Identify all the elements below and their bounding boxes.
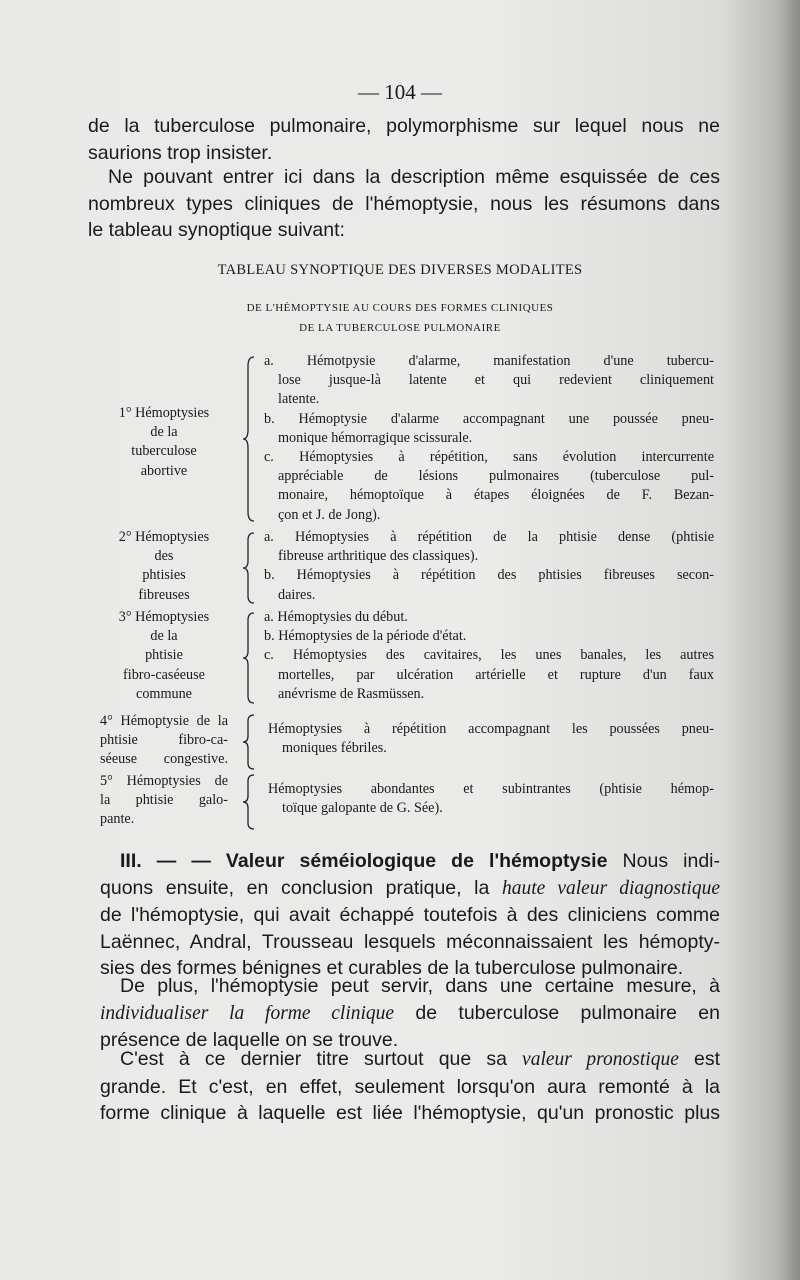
text-line: grande. Et c'est, en effet, seulement lorsqu'on aura remonté à la [100, 1075, 720, 1098]
table-title: TABLEAU SYNOPTIQUE DES DIVERSES MODALITES [217, 262, 583, 278]
row-category [100, 712, 228, 770]
intro-paragraph-1 [88, 113, 720, 166]
category-line: de la [150, 628, 178, 645]
detail-line: toïque galopante de G. Sée). [282, 800, 443, 817]
category-line: fibreuses [138, 586, 190, 603]
category-line: abortive [140, 462, 188, 479]
category-line: phtisie [145, 647, 183, 664]
detail-line: appréciable de lésions pulmonaires (tuberculose pul- [278, 468, 714, 485]
category-line: 2° Hémoptysies [118, 529, 210, 545]
category-line: 3° Hémoptysies [118, 609, 210, 625]
category-line: 4° Hémoptysie de la [100, 713, 228, 729]
emphasis: individualiser la forme clinique [100, 1002, 395, 1024]
detail-line: Hémoptysies abondantes et subintrantes (phtisie hémop- [268, 781, 714, 797]
text-span: Nous indi- [622, 850, 721, 872]
left-brace [242, 356, 256, 522]
detail-line: b. Hémoptysie d'alarme accompagnant une poussée pneu- [264, 410, 714, 427]
text-line: présence de laquelle on se trouve. [100, 1029, 399, 1051]
detail-line: daires. [278, 586, 316, 603]
detail-line: a. Hémoptysies à répétition de la phtisie dense (phtisie [264, 529, 714, 545]
text-line: De plus, l'hémoptysie peut servir, dans une certaine mesure, à [120, 975, 720, 997]
text-span: est [693, 1048, 720, 1070]
text-line: sies des formes bénignes et curables de la tuberculose pulmonaire. [100, 957, 684, 979]
table-row [100, 608, 714, 708]
table-subtitle: DE L'HÉMOPTYSIE AU COURS DES FORMES CLINIQUES [246, 302, 554, 314]
text-span: quons ensuite, en conclusion pratique, la [100, 876, 490, 899]
text-span: de tuberculose pulmonaire en [415, 1001, 720, 1024]
intro-paragraph-2 [88, 164, 720, 244]
detail-line: anévrisme de Rasmüssen. [278, 685, 425, 702]
text-line: le tableau synoptique suivant: [88, 219, 345, 241]
emphasis: haute valeur diagnostique [501, 877, 720, 899]
detail-line: a. Hémoptysies du début. [264, 609, 408, 625]
row-category [100, 404, 228, 481]
left-brace [242, 612, 256, 704]
category-line: 5° Hémoptysies de [100, 773, 228, 789]
table-subtitle: DE LA TUBERCULOSE PULMONAIRE [299, 322, 501, 334]
detail-line: c. Hémoptysies des cavitaires, les unes banales, les autres [264, 647, 714, 664]
row-category [100, 772, 228, 830]
text-line: de la tuberculose pulmonaire, polymorphisme sur lequel nous ne [88, 115, 720, 137]
detail-line: b. Hémoptysies de la période d'état. [264, 628, 467, 645]
category-line: fibro-caséeuse [123, 666, 205, 683]
text-line: saurions trop insister. [88, 141, 273, 164]
detail-line: monaire, hémoptoïque à étapes éloignées de F. Bezan- [278, 487, 714, 504]
row-details [264, 608, 714, 704]
row-details [264, 352, 714, 525]
table-row [100, 352, 714, 528]
detail-line: monique hémorragique scissurale. [278, 429, 473, 446]
page-number: — 104 — [358, 80, 442, 104]
text-line: Laënnec, Andral, Trousseau lesquels méconnaissaient les hémopty- [100, 930, 720, 953]
category-line: pante. [100, 811, 135, 828]
category-line: phtisies [142, 567, 186, 584]
text-line [100, 848, 720, 875]
category-line: tuberculose [131, 443, 197, 460]
category-line: phtisie fibro-ca- [100, 732, 228, 749]
left-brace [242, 532, 256, 604]
text-line: nombreux types cliniques de l'hémoptysie, nous les résumons dans [88, 192, 720, 215]
section-paragraph-1 [100, 848, 720, 982]
category-line: commune [136, 685, 192, 702]
category-line: la phtisie galo- [100, 792, 228, 809]
emphasis: valeur pronostique [522, 1049, 679, 1070]
table-row [100, 772, 714, 832]
section-paragraph-3 [100, 1046, 720, 1127]
table-row [100, 528, 714, 608]
left-brace [242, 714, 256, 770]
table-row [100, 712, 714, 772]
detail-line: Hémoptysies à répétition accompagnant les poussées pneu- [268, 721, 714, 737]
detail-line: fibreuse arthritique des classiques). [278, 548, 479, 565]
section-heading: III. — — Valeur séméiologique de l'hémoptysie [120, 850, 608, 872]
text-line [100, 1046, 720, 1074]
detail-line: moniques fébriles. [282, 740, 387, 757]
category-line: de la [150, 424, 178, 441]
section-paragraph-2 [100, 973, 720, 1054]
category-line: 1° Hémoptysies [118, 405, 210, 421]
text-line: Ne pouvant entrer ici dans la description même esquissée de ces [108, 166, 720, 188]
row-details [268, 720, 714, 758]
text-line [100, 875, 720, 903]
text-span: C'est à ce dernier titre surtout que sa [120, 1048, 507, 1070]
text-line [100, 1000, 720, 1028]
category-line: séeuse congestive. [100, 751, 228, 768]
detail-line: lose jusque-là latente et qui redevient cliniquement [278, 372, 714, 389]
row-category [100, 608, 228, 704]
detail-line: çon et J. de Jong). [278, 506, 381, 523]
row-category [100, 528, 228, 605]
detail-line: mortelles, par ulcération artérielle et rupture d'un faux [278, 666, 714, 683]
detail-line: c. Hémoptysies à répétition, sans évolution intercurrente [264, 449, 714, 466]
category-line: des [154, 548, 174, 565]
detail-line: b. Hémoptysies à répétition des phtisies fibreuses secon- [264, 567, 714, 584]
text-line: de l'hémoptysie, qui avait échappé toutefois à des cliniciens comme [100, 904, 720, 926]
text-line: forme clinique à laquelle est liée l'hémoptysie, qu'un pronostic plus [100, 1102, 720, 1124]
left-brace [242, 774, 256, 830]
row-details [264, 528, 714, 605]
detail-line: a. Hémotpysie d'alarme, manifestation d'une tubercu- [264, 353, 714, 369]
row-details [268, 780, 714, 818]
detail-line: latente. [278, 391, 320, 408]
